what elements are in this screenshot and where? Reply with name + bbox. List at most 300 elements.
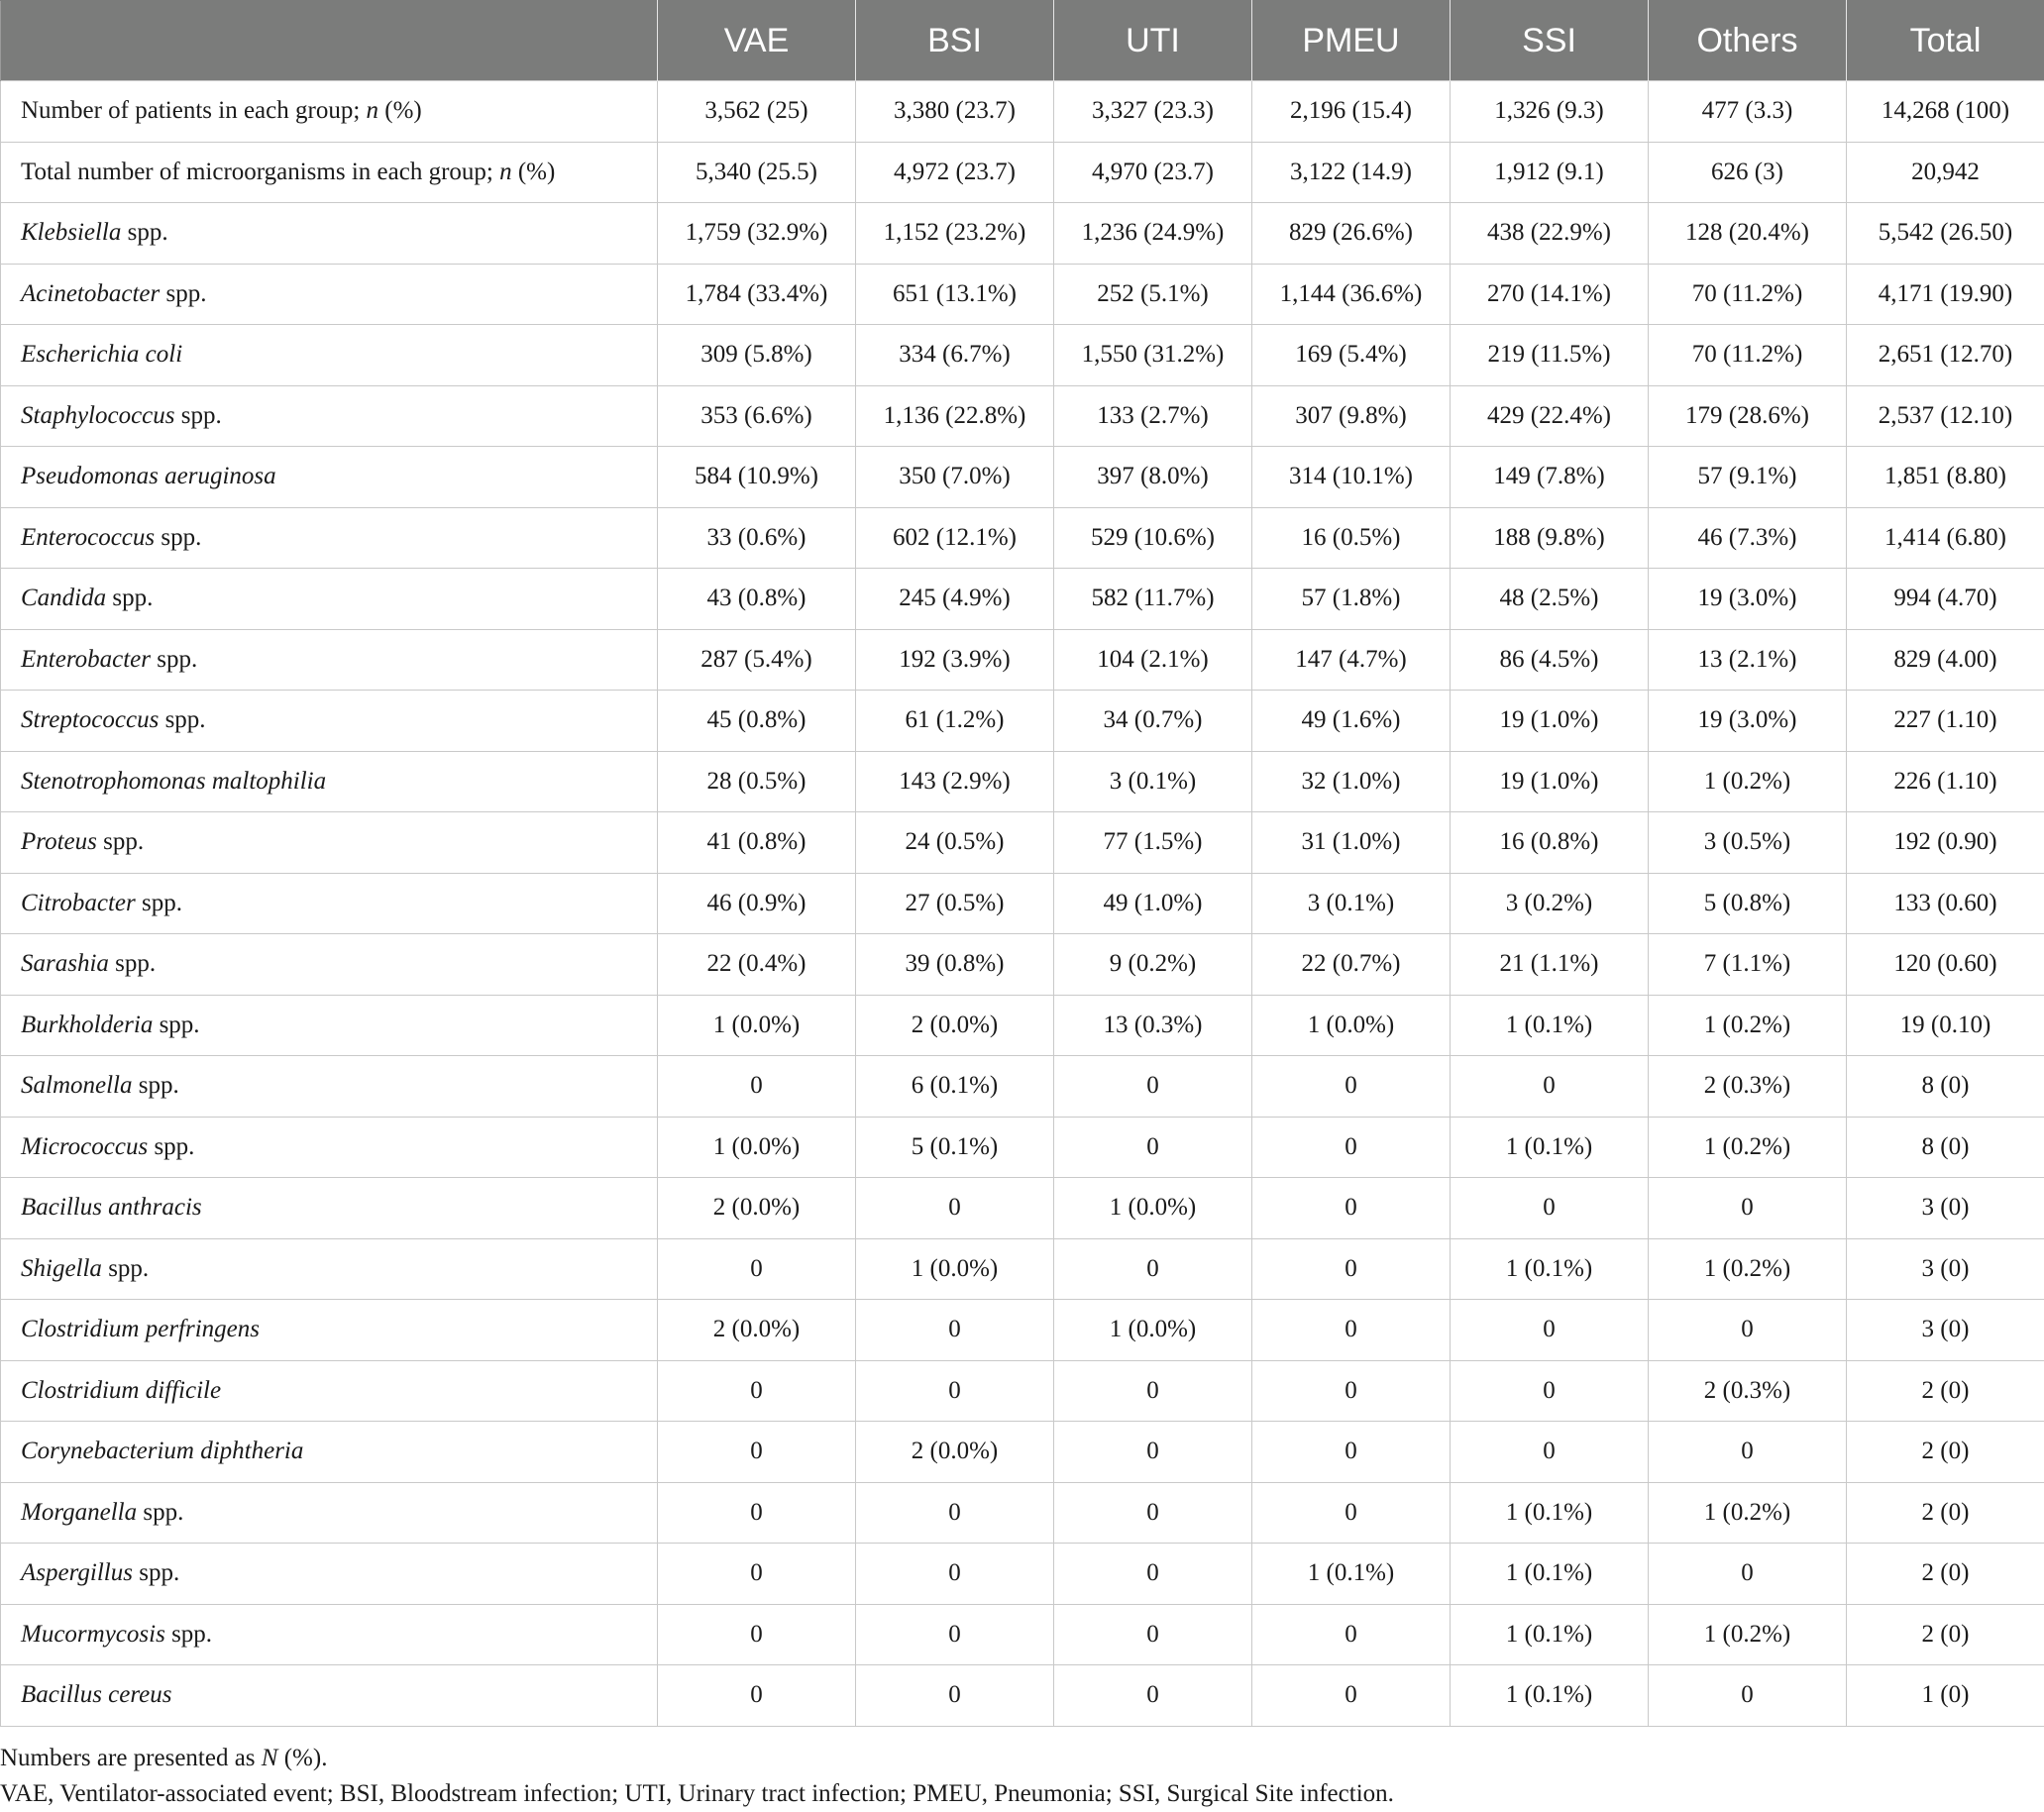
table-cell: 3 (0) bbox=[1847, 1300, 2044, 1361]
table-cell: 19 (1.0%) bbox=[1451, 691, 1649, 752]
table-cell: 16 (0.5%) bbox=[1252, 507, 1451, 569]
table-cell: 219 (11.5%) bbox=[1451, 325, 1649, 386]
table-cell: 314 (10.1%) bbox=[1252, 447, 1451, 508]
row-label bbox=[1, 751, 658, 812]
table-cell: 21 (1.1%) bbox=[1451, 934, 1649, 996]
row-label bbox=[1, 1178, 658, 1239]
table-cell: 1 (0.1%) bbox=[1451, 1238, 1649, 1300]
table-cell: 2,537 (12.10) bbox=[1847, 385, 2044, 447]
row-label bbox=[1, 691, 658, 752]
table-cell: 143 (2.9%) bbox=[856, 751, 1054, 812]
table-cell: 602 (12.1%) bbox=[856, 507, 1054, 569]
table-cell: 14,268 (100) bbox=[1847, 81, 2044, 143]
table-row bbox=[1, 1117, 2044, 1178]
table-cell: 128 (20.4%) bbox=[1649, 203, 1847, 265]
table-cell: 1 (0.1%) bbox=[1451, 995, 1649, 1056]
header-cell: PMEU bbox=[1252, 1, 1451, 81]
table-row bbox=[1, 1604, 2044, 1665]
table-cell: 16 (0.8%) bbox=[1451, 812, 1649, 874]
footnote-text: N bbox=[262, 1745, 278, 1771]
row-label-text: spp. bbox=[165, 1621, 212, 1648]
table-cell: 0 bbox=[658, 1422, 856, 1483]
table-cell: 287 (5.4%) bbox=[658, 629, 856, 691]
row-label-text: Staphylococcus bbox=[21, 402, 175, 429]
table-row bbox=[1, 1422, 2044, 1483]
table-cell: 24 (0.5%) bbox=[856, 812, 1054, 874]
row-label-text: Sarashia bbox=[21, 950, 109, 977]
table-row bbox=[1, 629, 2044, 691]
table-cell: 2 (0.3%) bbox=[1649, 1360, 1847, 1422]
row-label bbox=[1, 1544, 658, 1605]
table-cell: 0 bbox=[1649, 1300, 1847, 1361]
table-cell: 584 (10.9%) bbox=[658, 447, 856, 508]
table-cell: 0 bbox=[1649, 1422, 1847, 1483]
table-row bbox=[1, 934, 2044, 996]
table-cell: 334 (6.7%) bbox=[856, 325, 1054, 386]
table-cell: 147 (4.7%) bbox=[1252, 629, 1451, 691]
row-label-text: Streptococcus bbox=[21, 706, 159, 733]
table-cell: 0 bbox=[856, 1178, 1054, 1239]
table-cell: 0 bbox=[1054, 1482, 1252, 1544]
table-cell: 1 (0.2%) bbox=[1649, 1238, 1847, 1300]
row-label-text: Citrobacter bbox=[21, 890, 136, 916]
table-cell: 70 (11.2%) bbox=[1649, 264, 1847, 325]
table-cell: 1 (0.0%) bbox=[1054, 1178, 1252, 1239]
table-cell: 651 (13.1%) bbox=[856, 264, 1054, 325]
table-cell: 0 bbox=[1252, 1238, 1451, 1300]
table-cell: 34 (0.7%) bbox=[1054, 691, 1252, 752]
table-cell: 1 (0.2%) bbox=[1649, 751, 1847, 812]
table-cell: 1,550 (31.2%) bbox=[1054, 325, 1252, 386]
header-cell: VAE bbox=[658, 1, 856, 81]
table-row bbox=[1, 203, 2044, 265]
table-cell: 0 bbox=[1252, 1482, 1451, 1544]
row-label bbox=[1, 1117, 658, 1178]
row-label bbox=[1, 1238, 658, 1300]
table-cell: 1 (0.0%) bbox=[1252, 995, 1451, 1056]
table-cell: 0 bbox=[1451, 1056, 1649, 1118]
table-cell: 252 (5.1%) bbox=[1054, 264, 1252, 325]
row-label bbox=[1, 995, 658, 1056]
table-cell: 0 bbox=[856, 1482, 1054, 1544]
table-row bbox=[1, 751, 2044, 812]
table-cell: 133 (2.7%) bbox=[1054, 385, 1252, 447]
table-row bbox=[1, 1665, 2044, 1727]
table-cell: 61 (1.2%) bbox=[856, 691, 1054, 752]
table-cell: 2,196 (15.4) bbox=[1252, 81, 1451, 143]
table-cell: 1,152 (23.2%) bbox=[856, 203, 1054, 265]
row-label-text: Corynebacterium diphtheria bbox=[21, 1438, 303, 1464]
row-label-text: Stenotrophomonas maltophilia bbox=[21, 768, 326, 795]
table-row bbox=[1, 142, 2044, 203]
table-cell: 1 (0.1%) bbox=[1451, 1544, 1649, 1605]
row-label-text: spp. bbox=[133, 1072, 179, 1099]
table-cell: 1 (0.2%) bbox=[1649, 995, 1847, 1056]
table-cell: 19 (1.0%) bbox=[1451, 751, 1649, 812]
table-cell: 994 (4.70) bbox=[1847, 569, 2044, 630]
table-row bbox=[1, 691, 2044, 752]
table-row bbox=[1, 812, 2044, 874]
row-label-text: Proteus bbox=[21, 828, 97, 855]
table-row bbox=[1, 569, 2044, 630]
row-label-text: spp. bbox=[148, 1133, 194, 1160]
table-cell: 1,236 (24.9%) bbox=[1054, 203, 1252, 265]
table-cell: 307 (9.8%) bbox=[1252, 385, 1451, 447]
table-cell: 0 bbox=[856, 1604, 1054, 1665]
table-cell: 1,144 (36.6%) bbox=[1252, 264, 1451, 325]
table-cell: 0 bbox=[1054, 1056, 1252, 1118]
row-label-text: Burkholderia bbox=[21, 1012, 153, 1038]
row-label bbox=[1, 569, 658, 630]
table-cell: 13 (2.1%) bbox=[1649, 629, 1847, 691]
table-row bbox=[1, 325, 2044, 386]
table-cell: 0 bbox=[1054, 1238, 1252, 1300]
row-label-text: Morganella bbox=[21, 1499, 137, 1526]
table-cell: 1 (0.1%) bbox=[1451, 1482, 1649, 1544]
row-label bbox=[1, 1422, 658, 1483]
row-label-text: Bacillus anthracis bbox=[21, 1194, 202, 1221]
table-cell: 397 (8.0%) bbox=[1054, 447, 1252, 508]
row-label bbox=[1, 1300, 658, 1361]
table-cell: 70 (11.2%) bbox=[1649, 325, 1847, 386]
table-cell: 149 (7.8%) bbox=[1451, 447, 1649, 508]
table-row bbox=[1, 1360, 2044, 1422]
row-label bbox=[1, 1604, 658, 1665]
table-row bbox=[1, 1482, 2044, 1544]
table-cell: 33 (0.6%) bbox=[658, 507, 856, 569]
table-cell: 3 (0) bbox=[1847, 1238, 2044, 1300]
table-cell: 0 bbox=[1054, 1360, 1252, 1422]
table-cell: 3,327 (23.3) bbox=[1054, 81, 1252, 143]
table-cell: 32 (1.0%) bbox=[1252, 751, 1451, 812]
table-cell: 0 bbox=[1252, 1604, 1451, 1665]
row-label-text: spp. bbox=[121, 219, 167, 246]
table-cell: 0 bbox=[658, 1482, 856, 1544]
table-cell: 0 bbox=[856, 1300, 1054, 1361]
row-label-text: spp. bbox=[109, 950, 156, 977]
row-label-text: n bbox=[499, 159, 512, 185]
table-cell: 46 (7.3%) bbox=[1649, 507, 1847, 569]
row-label bbox=[1, 1360, 658, 1422]
header-cell: BSI bbox=[856, 1, 1054, 81]
table-row bbox=[1, 1238, 2044, 1300]
table-cell: 120 (0.60) bbox=[1847, 934, 2044, 996]
table-row bbox=[1, 1544, 2044, 1605]
row-label-text: spp. bbox=[153, 1012, 199, 1038]
table-cell: 0 bbox=[658, 1056, 856, 1118]
table-cell: 5 (0.8%) bbox=[1649, 873, 1847, 934]
table-cell: 0 bbox=[1649, 1178, 1847, 1239]
table-cell: 1 (0) bbox=[1847, 1665, 2044, 1727]
table-cell: 3 (0.1%) bbox=[1054, 751, 1252, 812]
table-cell: 0 bbox=[1252, 1117, 1451, 1178]
row-label-text: spp. bbox=[159, 706, 205, 733]
header-cell: Total bbox=[1847, 1, 2044, 81]
table-row bbox=[1, 507, 2044, 569]
table-cell: 5,542 (26.50) bbox=[1847, 203, 2044, 265]
table-cell: 0 bbox=[856, 1360, 1054, 1422]
table-cell: 0 bbox=[1054, 1604, 1252, 1665]
table-cell: 2 (0) bbox=[1847, 1544, 2044, 1605]
row-label bbox=[1, 447, 658, 508]
table-cell: 0 bbox=[856, 1544, 1054, 1605]
table-body bbox=[1, 81, 2044, 1727]
row-label bbox=[1, 1482, 658, 1544]
row-label bbox=[1, 873, 658, 934]
row-label-text: Total number of microorganisms in each group; bbox=[21, 159, 499, 185]
row-label bbox=[1, 1665, 658, 1727]
table-cell: 1,414 (6.80) bbox=[1847, 507, 2044, 569]
row-label-text: Bacillus cereus bbox=[21, 1681, 172, 1708]
table-cell: 1 (0.2%) bbox=[1649, 1482, 1847, 1544]
table-cell: 2 (0.3%) bbox=[1649, 1056, 1847, 1118]
table-cell: 0 bbox=[658, 1360, 856, 1422]
footnote-line bbox=[0, 1741, 2044, 1776]
footnote-line: VAE, Ventilator-associated event; BSI, Bloodstream infection; UTI, Urinary tract infection; PMEU, Pneumonia; SSI, Surgical Site infection. bbox=[0, 1776, 2044, 1812]
table-cell: 45 (0.8%) bbox=[658, 691, 856, 752]
row-label bbox=[1, 629, 658, 691]
row-label-text: spp. bbox=[137, 1499, 183, 1526]
table-cell: 2 (0) bbox=[1847, 1422, 2044, 1483]
row-label-text: Shigella bbox=[21, 1255, 102, 1282]
row-label-text: spp. bbox=[151, 646, 197, 673]
table-cell: 9 (0.2%) bbox=[1054, 934, 1252, 996]
row-label-text: spp. bbox=[155, 524, 201, 551]
table-cell: 1,912 (9.1) bbox=[1451, 142, 1649, 203]
row-label-text: spp. bbox=[160, 280, 206, 307]
row-label bbox=[1, 812, 658, 874]
table-cell: 2 (0) bbox=[1847, 1604, 2044, 1665]
row-label bbox=[1, 934, 658, 996]
table-cell: 8 (0) bbox=[1847, 1056, 2044, 1118]
table-row bbox=[1, 264, 2044, 325]
table-cell: 192 (3.9%) bbox=[856, 629, 1054, 691]
table-cell: 22 (0.7%) bbox=[1252, 934, 1451, 996]
table-cell: 0 bbox=[1451, 1300, 1649, 1361]
row-label-text: Micrococcus bbox=[21, 1133, 148, 1160]
row-label-text: Number of patients in each group; bbox=[21, 97, 367, 124]
header-cell bbox=[1, 1, 658, 81]
table-cell: 1 (0.0%) bbox=[1054, 1300, 1252, 1361]
header-cell: Others bbox=[1649, 1, 1847, 81]
table-cell: 3,122 (14.9) bbox=[1252, 142, 1451, 203]
table-cell: 2 (0.0%) bbox=[658, 1300, 856, 1361]
table-cell: 0 bbox=[658, 1665, 856, 1727]
table-cell: 0 bbox=[1252, 1056, 1451, 1118]
table-cell: 1 (0.0%) bbox=[658, 1117, 856, 1178]
table-cell: 2,651 (12.70) bbox=[1847, 325, 2044, 386]
table-cell: 43 (0.8%) bbox=[658, 569, 856, 630]
table-cell: 27 (0.5%) bbox=[856, 873, 1054, 934]
table-cell: 1 (0.1%) bbox=[1451, 1665, 1649, 1727]
table-cell: 46 (0.9%) bbox=[658, 873, 856, 934]
table-footnotes bbox=[0, 1741, 2044, 1812]
table-cell: 57 (1.8%) bbox=[1252, 569, 1451, 630]
table-cell: 477 (3.3) bbox=[1649, 81, 1847, 143]
row-label-text: Candida bbox=[21, 585, 106, 611]
table-cell: 0 bbox=[1054, 1117, 1252, 1178]
table-cell: 1 (0.0%) bbox=[658, 995, 856, 1056]
row-label-text: (%) bbox=[512, 159, 556, 185]
row-label bbox=[1, 142, 658, 203]
table-cell: 57 (9.1%) bbox=[1649, 447, 1847, 508]
table-row bbox=[1, 995, 2044, 1056]
row-label-text: spp. bbox=[133, 1559, 179, 1586]
table-cell: 1,326 (9.3) bbox=[1451, 81, 1649, 143]
row-label-text: spp. bbox=[136, 890, 182, 916]
row-label-text: Salmonella bbox=[21, 1072, 133, 1099]
table-cell: 20,942 bbox=[1847, 142, 2044, 203]
table-cell: 3 (0) bbox=[1847, 1178, 2044, 1239]
table-cell: 2 (0.0%) bbox=[856, 1422, 1054, 1483]
table-cell: 1,759 (32.9%) bbox=[658, 203, 856, 265]
table-cell: 41 (0.8%) bbox=[658, 812, 856, 874]
table-cell: 0 bbox=[1252, 1360, 1451, 1422]
table-cell: 0 bbox=[1054, 1422, 1252, 1483]
table-cell: 1,784 (33.4%) bbox=[658, 264, 856, 325]
table-row bbox=[1, 1300, 2044, 1361]
table-cell: 0 bbox=[1252, 1300, 1451, 1361]
row-label-text: spp. bbox=[175, 402, 222, 429]
row-label-text: Escherichia coli bbox=[21, 341, 182, 368]
table-cell: 0 bbox=[658, 1238, 856, 1300]
table-cell: 3 (0.1%) bbox=[1252, 873, 1451, 934]
table-cell: 3 (0.2%) bbox=[1451, 873, 1649, 934]
table-cell: 582 (11.7%) bbox=[1054, 569, 1252, 630]
table-cell: 626 (3) bbox=[1649, 142, 1847, 203]
table-cell: 3 (0.5%) bbox=[1649, 812, 1847, 874]
table-cell: 4,171 (19.90) bbox=[1847, 264, 2044, 325]
row-label-text: Aspergillus bbox=[21, 1559, 133, 1586]
row-label-text: Klebsiella bbox=[21, 219, 121, 246]
table-cell: 1 (0.2%) bbox=[1649, 1604, 1847, 1665]
row-label-text: Pseudomonas aeruginosa bbox=[21, 463, 276, 489]
table-cell: 4,972 (23.7) bbox=[856, 142, 1054, 203]
row-label-text: Enterobacter bbox=[21, 646, 151, 673]
row-label-text: n bbox=[367, 97, 379, 124]
table-cell: 0 bbox=[1252, 1665, 1451, 1727]
table-cell: 353 (6.6%) bbox=[658, 385, 856, 447]
table-cell: 5,340 (25.5) bbox=[658, 142, 856, 203]
row-label-text: Clostridium perfringens bbox=[21, 1316, 260, 1342]
footnote-text: (%). bbox=[277, 1745, 327, 1771]
table-cell: 2 (0.0%) bbox=[658, 1178, 856, 1239]
table-cell: 19 (3.0%) bbox=[1649, 569, 1847, 630]
table-cell: 270 (14.1%) bbox=[1451, 264, 1649, 325]
table-cell: 188 (9.8%) bbox=[1451, 507, 1649, 569]
table-cell: 39 (0.8%) bbox=[856, 934, 1054, 996]
table-row bbox=[1, 1178, 2044, 1239]
table-cell: 8 (0) bbox=[1847, 1117, 2044, 1178]
table-cell: 22 (0.4%) bbox=[658, 934, 856, 996]
footnote-text: Numbers are presented as bbox=[0, 1745, 262, 1771]
table-cell: 0 bbox=[1451, 1178, 1649, 1239]
table-cell: 49 (1.6%) bbox=[1252, 691, 1451, 752]
table-cell: 19 (0.10) bbox=[1847, 995, 2044, 1056]
table-cell: 2 (0.0%) bbox=[856, 995, 1054, 1056]
table-cell: 2 (0) bbox=[1847, 1482, 2044, 1544]
table-row bbox=[1, 385, 2044, 447]
row-label bbox=[1, 203, 658, 265]
table-cell: 28 (0.5%) bbox=[658, 751, 856, 812]
row-label bbox=[1, 325, 658, 386]
table-cell: 104 (2.1%) bbox=[1054, 629, 1252, 691]
table-cell: 4,970 (23.7) bbox=[1054, 142, 1252, 203]
table-cell: 0 bbox=[1054, 1665, 1252, 1727]
table-cell: 192 (0.90) bbox=[1847, 812, 2044, 874]
table-cell: 1 (0.1%) bbox=[1252, 1544, 1451, 1605]
table-cell: 429 (22.4%) bbox=[1451, 385, 1649, 447]
table-cell: 829 (26.6%) bbox=[1252, 203, 1451, 265]
table-cell: 0 bbox=[856, 1665, 1054, 1727]
table-cell: 49 (1.0%) bbox=[1054, 873, 1252, 934]
table-cell: 86 (4.5%) bbox=[1451, 629, 1649, 691]
table-cell: 309 (5.8%) bbox=[658, 325, 856, 386]
table-cell: 1 (0.0%) bbox=[856, 1238, 1054, 1300]
row-label-text: spp. bbox=[102, 1255, 149, 1282]
table-cell: 0 bbox=[1252, 1178, 1451, 1239]
table-cell: 133 (0.60) bbox=[1847, 873, 2044, 934]
table-cell: 0 bbox=[1252, 1422, 1451, 1483]
row-label-text: spp. bbox=[106, 585, 153, 611]
row-label bbox=[1, 1056, 658, 1118]
table-header-row bbox=[1, 1, 2044, 81]
table-cell: 0 bbox=[1649, 1544, 1847, 1605]
row-label bbox=[1, 385, 658, 447]
row-label-text: Clostridium difficile bbox=[21, 1377, 221, 1404]
table-cell: 438 (22.9%) bbox=[1451, 203, 1649, 265]
table-cell: 5 (0.1%) bbox=[856, 1117, 1054, 1178]
table-cell: 1 (0.1%) bbox=[1451, 1604, 1649, 1665]
row-label-text: (%) bbox=[378, 97, 422, 124]
table-cell: 226 (1.10) bbox=[1847, 751, 2044, 812]
row-label bbox=[1, 507, 658, 569]
table-row bbox=[1, 1056, 2044, 1118]
table-cell: 1,136 (22.8%) bbox=[856, 385, 1054, 447]
row-label-text: spp. bbox=[97, 828, 144, 855]
header-cell: SSI bbox=[1451, 1, 1649, 81]
table-cell: 1,851 (8.80) bbox=[1847, 447, 2044, 508]
row-label-text: Enterococcus bbox=[21, 524, 155, 551]
table-cell: 245 (4.9%) bbox=[856, 569, 1054, 630]
header-cell: UTI bbox=[1054, 1, 1252, 81]
table-cell: 3,562 (25) bbox=[658, 81, 856, 143]
table-row bbox=[1, 873, 2044, 934]
table-cell: 0 bbox=[1649, 1665, 1847, 1727]
table-cell: 2 (0) bbox=[1847, 1360, 2044, 1422]
table-cell: 529 (10.6%) bbox=[1054, 507, 1252, 569]
table-row bbox=[1, 447, 2044, 508]
table-cell: 179 (28.6%) bbox=[1649, 385, 1847, 447]
table-cell: 0 bbox=[1451, 1360, 1649, 1422]
row-label bbox=[1, 81, 658, 143]
table-cell: 0 bbox=[658, 1544, 856, 1605]
table-cell: 829 (4.00) bbox=[1847, 629, 2044, 691]
table-cell: 0 bbox=[658, 1604, 856, 1665]
table-row bbox=[1, 81, 2044, 143]
table-cell: 350 (7.0%) bbox=[856, 447, 1054, 508]
table-cell: 19 (3.0%) bbox=[1649, 691, 1847, 752]
table-cell: 48 (2.5%) bbox=[1451, 569, 1649, 630]
row-label bbox=[1, 264, 658, 325]
row-label-text: Mucormycosis bbox=[21, 1621, 165, 1648]
table-cell: 6 (0.1%) bbox=[856, 1056, 1054, 1118]
table-cell: 0 bbox=[1054, 1544, 1252, 1605]
table-cell: 77 (1.5%) bbox=[1054, 812, 1252, 874]
table-cell: 169 (5.4%) bbox=[1252, 325, 1451, 386]
table-cell: 7 (1.1%) bbox=[1649, 934, 1847, 996]
table-cell: 1 (0.1%) bbox=[1451, 1117, 1649, 1178]
